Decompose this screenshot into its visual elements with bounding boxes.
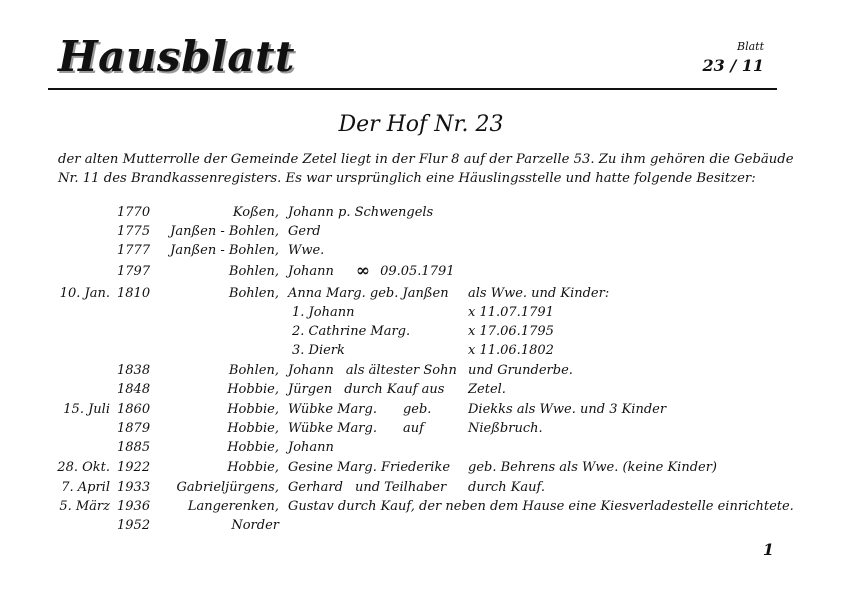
owner-name-extra: durch Kauf aus xyxy=(344,382,445,397)
owner-date: 10. Jan. xyxy=(59,286,110,301)
owner-year: 1848 xyxy=(117,382,151,397)
owner-note: Nießbruch. xyxy=(468,421,543,436)
owner-year: 1885 xyxy=(117,440,151,455)
owner-name: Wübke Marg. xyxy=(288,402,377,417)
owner-family: Hobbie, xyxy=(227,421,279,436)
owner-family: Gabrieljürgens, xyxy=(176,480,279,495)
owner-name: Anna Marg. geb. Janßen xyxy=(288,286,449,301)
owner-name: Gerd xyxy=(288,224,321,239)
owner-name: Wwe. xyxy=(288,243,325,258)
sheet-label: Blatt xyxy=(736,40,764,53)
header-divider xyxy=(48,88,777,90)
child-name: 1. Johann xyxy=(292,305,355,320)
owner-name-extra: geb. xyxy=(402,402,432,417)
owner-note: geb. Behrens als Wwe. (keine Kinder) xyxy=(468,460,718,475)
owner-family: Bohlen, xyxy=(228,264,279,279)
child-birth: x 11.07.1791 xyxy=(468,305,554,320)
owner-year: 1922 xyxy=(117,460,151,475)
owner-row xyxy=(0,400,842,419)
owner-row xyxy=(0,284,842,303)
owner-row xyxy=(0,203,842,222)
owner-name: Wübke Marg. xyxy=(288,421,377,436)
intro-paragraph xyxy=(58,150,794,188)
owner-name: Johann p. Schwengels xyxy=(288,205,434,220)
owner-name-cell xyxy=(288,400,431,419)
owner-year: 1838 xyxy=(117,363,151,378)
owner-note: durch Kauf. xyxy=(468,480,546,495)
owner-family: Norder xyxy=(231,518,279,533)
owner-row xyxy=(0,241,842,260)
owner-name: Jürgen xyxy=(288,382,333,397)
owner-note: und Grunderbe. xyxy=(468,363,573,378)
owner-name-cell xyxy=(288,478,446,497)
owner-row xyxy=(0,361,842,380)
owner-date: 5. März xyxy=(59,499,110,514)
owner-date: 7. April xyxy=(61,480,110,495)
owner-name-extra: auf xyxy=(402,421,424,436)
owner-family: Bohlen, xyxy=(228,363,279,378)
owner-family: Hobbie, xyxy=(227,382,279,397)
owner-row xyxy=(0,222,842,241)
owner-name-extra: und Teilhaber xyxy=(354,480,447,495)
owner-family: Langerenken, xyxy=(187,499,279,514)
owner-note: Diekks als Wwe. und 3 Kinder xyxy=(468,402,667,417)
owner-family: Bohlen, xyxy=(228,286,279,301)
owner-name: Gustav durch Kauf, der neben dem Hause eine Kiesverladestelle einrichtete. xyxy=(288,499,794,514)
owner-name: Johann xyxy=(288,264,334,279)
owner-family: Hobbie, xyxy=(227,440,279,455)
owner-year: 1860 xyxy=(117,402,151,417)
owner-row xyxy=(0,478,842,497)
intro-line: der alten Mutterrolle der Gemeinde Zetel liegt in der Flur 8 auf der Parzelle 53. Zu ihm gehören die Gebäude xyxy=(58,152,794,167)
owner-name: Gesine Marg. Friederike xyxy=(288,460,451,475)
owner-name-cell xyxy=(288,380,444,399)
owner-row xyxy=(0,516,842,535)
owner-year: 1777 xyxy=(117,243,151,258)
owner-note: als Wwe. und Kinder: xyxy=(468,286,610,301)
owner-year: 1770 xyxy=(117,205,151,220)
owner-row xyxy=(0,380,842,399)
owner-family: Hobbie, xyxy=(227,402,279,417)
owner-year: 1952 xyxy=(117,518,151,533)
owner-row xyxy=(0,497,842,516)
owner-note: Zetel. xyxy=(468,382,506,397)
intro-line: Nr. 11 des Brandkassenregisters. Es war ursprünglich eine Häuslingsstelle und hatte folgende Besitzer: xyxy=(58,171,756,186)
owner-family: Koßen, xyxy=(232,205,279,220)
owner-name-extra: als ältester Sohn xyxy=(345,363,457,378)
owner-name: Johann xyxy=(288,363,334,378)
owner-year: 1933 xyxy=(117,480,151,495)
owner-date: 15. Juli xyxy=(63,402,110,417)
owner-family: Janßen - Bohlen, xyxy=(170,224,279,239)
marriage-date: 09.05.1791 xyxy=(380,264,455,279)
document-title: Hausblatt xyxy=(58,32,295,81)
owner-name: Gerhard xyxy=(288,480,343,495)
child-birth: x 11.06.1802 xyxy=(468,343,554,358)
owner-name-cell xyxy=(288,419,424,438)
child-row xyxy=(0,341,842,360)
owner-row xyxy=(0,438,842,457)
farm-title: Der Hof Nr. 23 xyxy=(338,112,504,137)
child-row xyxy=(0,303,842,322)
owner-name: Johann xyxy=(288,440,334,455)
child-birth: x 17.06.1795 xyxy=(468,324,554,339)
marriage-icon: ∞ xyxy=(355,261,371,281)
owner-row xyxy=(0,419,842,438)
owner-date: 28. Okt. xyxy=(57,460,110,475)
page-number: 1 xyxy=(762,540,774,559)
owner-year: 1936 xyxy=(117,499,151,514)
owner-row xyxy=(0,458,842,477)
owner-name-cell xyxy=(288,361,457,380)
owner-year: 1879 xyxy=(117,421,151,436)
sheet-number: 23 / 11 xyxy=(702,56,764,75)
owner-year: 1810 xyxy=(117,286,151,301)
child-name: 2. Cathrine Marg. xyxy=(292,324,411,339)
owner-year: 1775 xyxy=(117,224,151,239)
owner-family: Hobbie, xyxy=(227,460,279,475)
owner-row xyxy=(0,262,842,281)
owner-name-cell xyxy=(288,262,455,281)
child-row xyxy=(0,322,842,341)
child-name: 3. Dierk xyxy=(292,343,345,358)
owner-family: Janßen - Bohlen, xyxy=(170,243,279,258)
owner-year: 1797 xyxy=(117,264,151,279)
